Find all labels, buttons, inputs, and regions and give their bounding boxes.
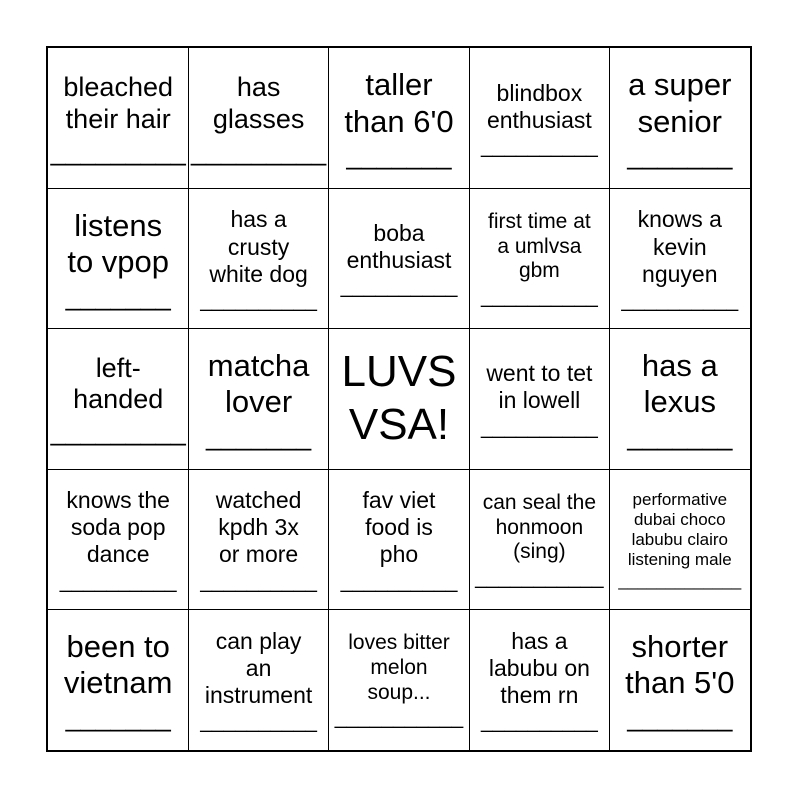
square-text-line: white dog bbox=[209, 260, 308, 287]
square-text-line: lover bbox=[224, 384, 293, 420]
signature-line: _______ bbox=[65, 701, 171, 732]
square-text-line: watched bbox=[215, 487, 302, 514]
square-text-line: listening male bbox=[627, 549, 732, 569]
bingo-square[interactable] bbox=[610, 188, 750, 328]
bingo-square[interactable] bbox=[469, 469, 609, 609]
square-text-line: in lowell bbox=[498, 387, 581, 414]
square-text-line: shorter bbox=[631, 628, 729, 664]
square-text-line: instrument bbox=[204, 681, 313, 708]
square-text-line: than 6'0 bbox=[344, 103, 454, 139]
square-text-line: to vpop bbox=[67, 244, 170, 280]
bingo-square[interactable] bbox=[329, 469, 469, 609]
bingo-square[interactable] bbox=[48, 469, 188, 609]
square-text-line: has a bbox=[641, 347, 718, 383]
bingo-free-space[interactable] bbox=[329, 329, 469, 469]
bingo-square[interactable] bbox=[469, 610, 609, 750]
signature-line: _______ bbox=[627, 140, 733, 171]
signature-line: __________ bbox=[200, 569, 317, 593]
signature-line: ___________ bbox=[334, 706, 464, 730]
signature-line: ___________ bbox=[475, 566, 604, 590]
square-text-line: handed bbox=[73, 384, 164, 415]
square-text-line: bleached bbox=[63, 71, 173, 102]
signature-line: __________ bbox=[480, 134, 598, 158]
signature-line: _______ bbox=[65, 280, 171, 311]
bingo-square[interactable] bbox=[188, 469, 328, 609]
square-text-line: loves bitter bbox=[348, 631, 450, 655]
square-text-line: kpdh 3x bbox=[218, 514, 299, 541]
square-text-line: taller bbox=[365, 67, 433, 103]
square-text-line: can seal the bbox=[482, 490, 596, 514]
signature-line: __________ bbox=[480, 415, 598, 439]
square-text-line: dubai choco bbox=[633, 509, 726, 529]
square-text-line: enthusiast bbox=[346, 247, 452, 274]
bingo-square[interactable] bbox=[610, 610, 750, 750]
bingo-square[interactable] bbox=[469, 329, 609, 469]
bingo-board bbox=[46, 46, 752, 752]
bingo-square[interactable] bbox=[48, 329, 188, 469]
square-text-line: listens bbox=[74, 207, 163, 243]
square-text-line: labubu clairo bbox=[631, 529, 728, 549]
bingo-square[interactable] bbox=[610, 469, 750, 609]
bingo-square[interactable] bbox=[469, 188, 609, 328]
signature-line: _______ bbox=[627, 421, 733, 452]
signature-line: __________ bbox=[200, 288, 317, 312]
square-text-line: went to tet bbox=[486, 360, 593, 387]
square-text-line: senior bbox=[637, 103, 722, 139]
square-text-line: has a bbox=[230, 206, 287, 233]
square-text-line: crusty bbox=[227, 233, 290, 260]
square-text-line: has a bbox=[511, 627, 568, 654]
square-text-line: fav viet bbox=[362, 487, 436, 514]
square-text-line: dance bbox=[86, 541, 150, 568]
square-text-line: knows a bbox=[637, 206, 722, 233]
bingo-square[interactable] bbox=[48, 610, 188, 750]
square-text-line: food is bbox=[365, 514, 433, 541]
square-text-line: lexus bbox=[643, 384, 716, 420]
signature-line: _________ bbox=[191, 135, 327, 166]
square-text-line: LUVS bbox=[341, 347, 457, 397]
signature-line: _________ bbox=[50, 416, 186, 447]
square-text-line: or more bbox=[218, 541, 299, 568]
square-text-line: a umlvsa bbox=[497, 234, 582, 258]
square-text-line: pho bbox=[379, 541, 419, 568]
bingo-square[interactable] bbox=[469, 48, 609, 188]
square-text-line: enthusiast bbox=[486, 106, 592, 133]
signature-line: _____________ bbox=[618, 570, 742, 590]
square-text-line: VSA! bbox=[348, 399, 450, 449]
bingo-square[interactable] bbox=[610, 48, 750, 188]
signature-line: _________ bbox=[50, 135, 186, 166]
square-text-line: soup... bbox=[367, 680, 431, 704]
bingo-square[interactable] bbox=[329, 610, 469, 750]
square-text-line: matcha bbox=[207, 347, 310, 383]
signature-line: __________ bbox=[340, 569, 458, 593]
square-text-line: left- bbox=[95, 352, 141, 383]
bingo-square[interactable] bbox=[329, 48, 469, 188]
square-text-line: knows the bbox=[66, 487, 170, 514]
square-text-line: has bbox=[236, 71, 281, 102]
square-text-line: can play bbox=[215, 627, 302, 654]
square-text-line: glasses bbox=[212, 103, 305, 134]
bingo-square[interactable] bbox=[188, 48, 328, 188]
square-text-line: boba bbox=[373, 219, 425, 246]
square-text-line: (sing) bbox=[513, 540, 566, 564]
signature-line: __________ bbox=[59, 569, 177, 593]
square-text-line: gbm bbox=[518, 259, 560, 283]
bingo-square[interactable] bbox=[48, 188, 188, 328]
square-text-line: their hair bbox=[65, 103, 171, 134]
signature-line: __________ bbox=[480, 709, 598, 733]
signature-line: __________ bbox=[621, 288, 739, 312]
square-text-line: kevin bbox=[652, 233, 707, 260]
bingo-square[interactable] bbox=[48, 48, 188, 188]
square-text-line: an bbox=[245, 654, 272, 681]
square-text-line: first time at bbox=[488, 209, 591, 233]
signature-line: __________ bbox=[340, 275, 458, 299]
square-text-line: performative bbox=[632, 489, 728, 509]
signature-line: _______ bbox=[346, 140, 452, 171]
square-text-line: honmoon bbox=[495, 515, 584, 539]
square-text-line: a super bbox=[628, 67, 732, 103]
bingo-square[interactable] bbox=[610, 329, 750, 469]
bingo-square[interactable] bbox=[188, 329, 328, 469]
bingo-square[interactable] bbox=[188, 188, 328, 328]
signature-line: _______ bbox=[206, 421, 312, 452]
square-text-line: soda pop bbox=[70, 514, 166, 541]
signature-line: __________ bbox=[480, 285, 598, 309]
square-text-line: than 5'0 bbox=[625, 665, 735, 701]
signature-line: __________ bbox=[200, 709, 317, 733]
square-text-line: blindbox bbox=[496, 79, 583, 106]
square-text-line: been to bbox=[66, 628, 170, 664]
square-text-line: labubu on bbox=[488, 654, 590, 681]
bingo-square[interactable] bbox=[329, 188, 469, 328]
square-text-line: them rn bbox=[500, 681, 579, 708]
square-text-line: nguyen bbox=[642, 260, 718, 287]
square-text-line: melon bbox=[370, 655, 428, 679]
bingo-square[interactable] bbox=[188, 610, 328, 750]
signature-line: _______ bbox=[627, 701, 733, 732]
square-text-line: vietnam bbox=[63, 665, 173, 701]
